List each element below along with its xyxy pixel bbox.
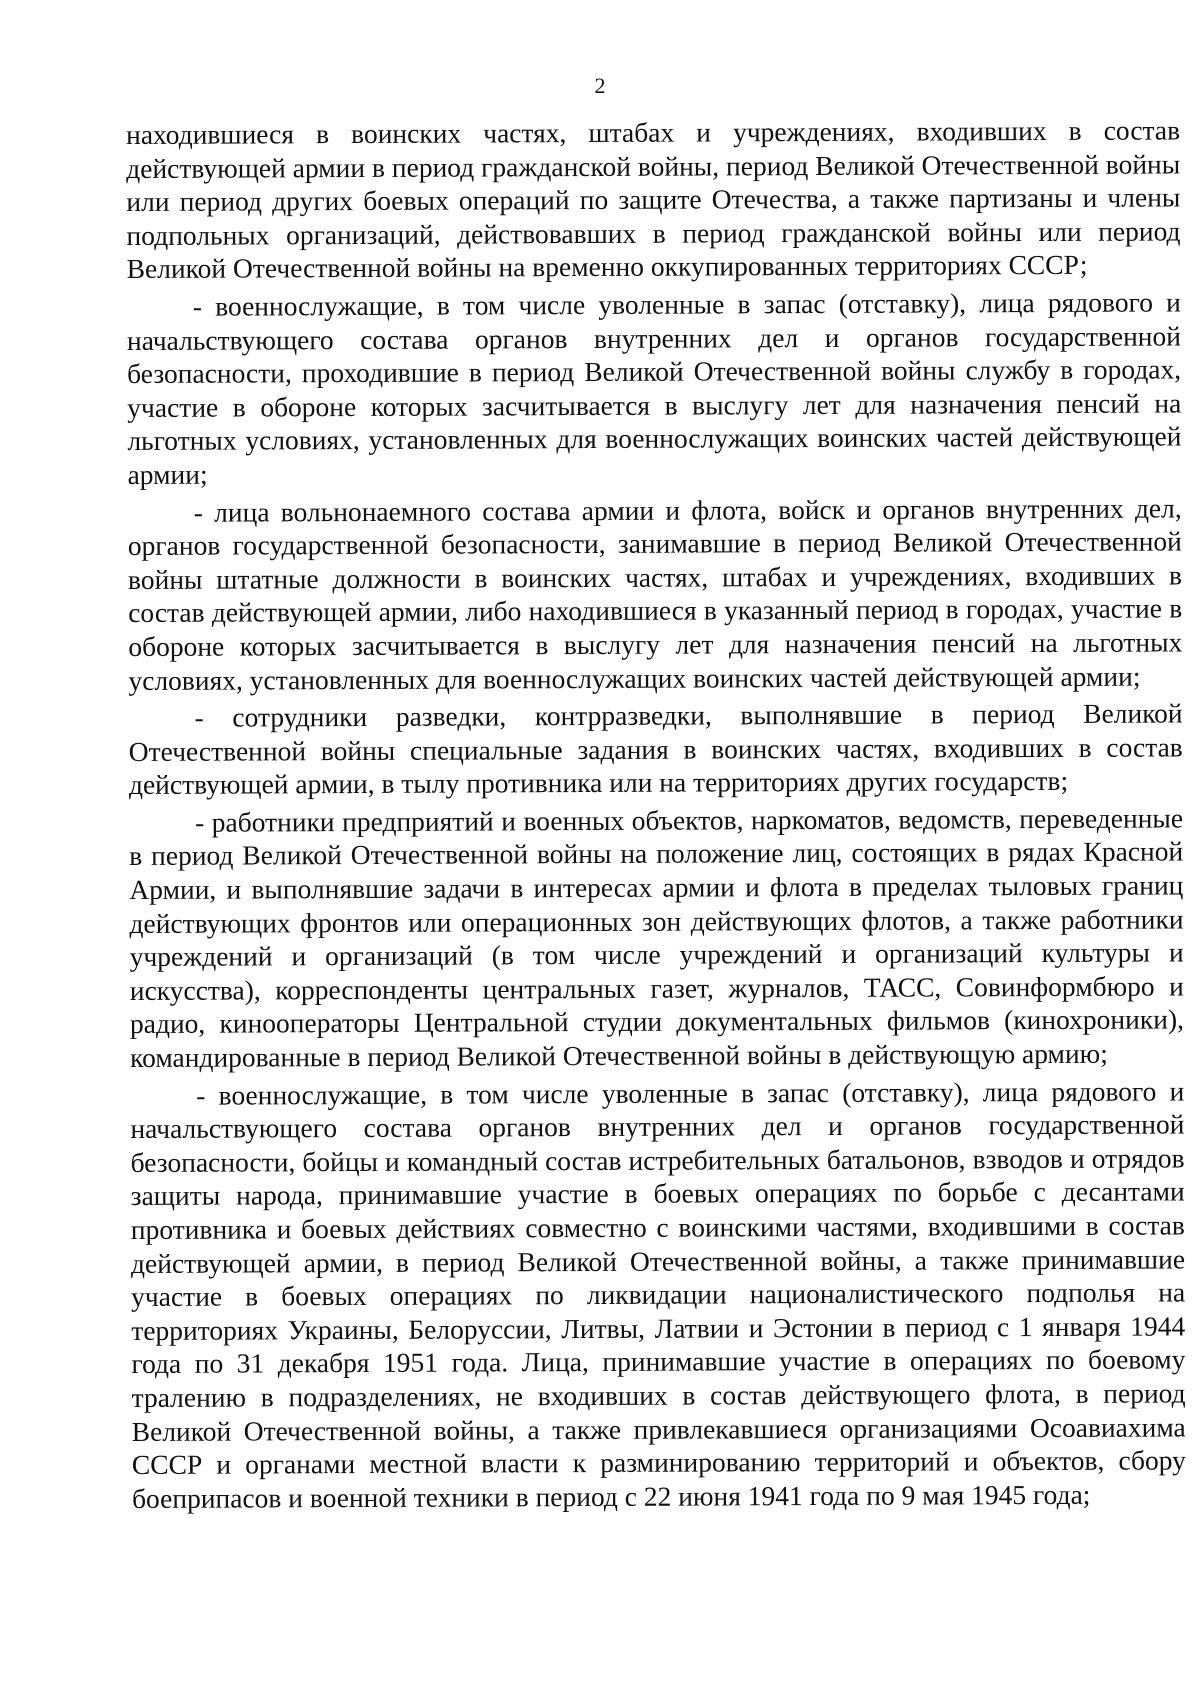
paragraph-military-personnel-operations: - военнослужащие, в том числе уволенные в запас (отставку), лица рядового и начальствующего состава органов внутренних дел и органов государственной безопасности, бойцы и командный состав истребительных батальонов, взводов и отрядов защиты народа, принимавшие участие в боевых операциях по борьбе с десантами противника и боевых действиях совместно с воинскими частями, входившими в состав действующей армии, в период Великой Отечественной войны, а также принимавшие участие в боевых операциях по ликвидации националистического подполья на территориях Украины, Белоруссии, Литвы, Латвии и Эстонии в период с 1 января 1944 года по 31 декабря 1951 года. Лица, принимавшие участие в операциях по боевому тралению в подразделениях, не входивших в состав действующего флота, в период Великой Отечественной войны, а также привлекавшиеся организациями Осоавиахима СССР и органами местной власти к разминированию территорий и объектов, сбору боеприпасов и военной техники в период с 22 июня 1941 года по 9 мая 1945 года; [130, 1075, 1186, 1514]
paragraph-civilian-staff: - лица вольнонаемного состава армии и флота, войск и органов внутренних дел, органов государственной безопасности, занимавшие в период Великой Отечественной войны штатные должности в воинских частях, штабах и учреждениях, входивших в состав действующей армии, либо находившиеся в указанный период в городах, участие в обороне которых засчитывается в выслугу лет для назначения пенсий на льготных условиях, установленных для военнослужащих воинских частей действующей армии; [127, 491, 1183, 696]
paragraph-enterprise-workers: - работники предприятий и военных объектов, наркоматов, ведомств, переведенные в период Великой Отечественной войны на положение лиц, состоящих в рядах Красной Армии, и выполнявшие задачи в интересах армии и флота в пределах тыловых границ действующих фронтов или операционных зон действующих флотов, а также работники учреждений и организаций (в том числе учреждений и организаций культуры и искусства), корреспонденты центральных газет, журналов, ТАСС, Совинформбюро и радио, кинооператоры Центральной студии документальных фильмов (кинохроники), командированные в период Великой Отечественной войны в действующую армию; [129, 802, 1185, 1074]
paragraph-military-personnel-cities: - военнослужащие, в том числе уволенные в запас (отставку), лица рядового и начальствующего состава органов внутренних дел и органов государственной безопасности, проходившие в период Великой Отечественной войны службу в городах, участие в обороне которых засчитывается в выслугу лет для назначения пенсий на льготных условиях, установленных для военнослужащих воинских частей действующей армии; [126, 286, 1182, 490]
page-number: 2 [594, 73, 606, 98]
paragraph-intelligence-officers: - сотрудники разведки, контрразведки, выполнявшие в период Великой Отечественной войны специальные задания в воинских частях, входивших в состав действующей армии, в тылу противника или на территориях других государств; [128, 697, 1183, 801]
document-body [126, 113, 1186, 1519]
paragraph-continuation: находившиеся в воинских частях, штабах и учреждениях, входивших в состав действующей армии в период гражданской войны, период Великой Отечественной войны или период других боевых операций по защите Отечества, а также партизаны и члены подпольных организаций, действовавших в период гражданской войны или период Великой Отечественной войны на временно оккупированных территориях СССР; [126, 114, 1181, 285]
